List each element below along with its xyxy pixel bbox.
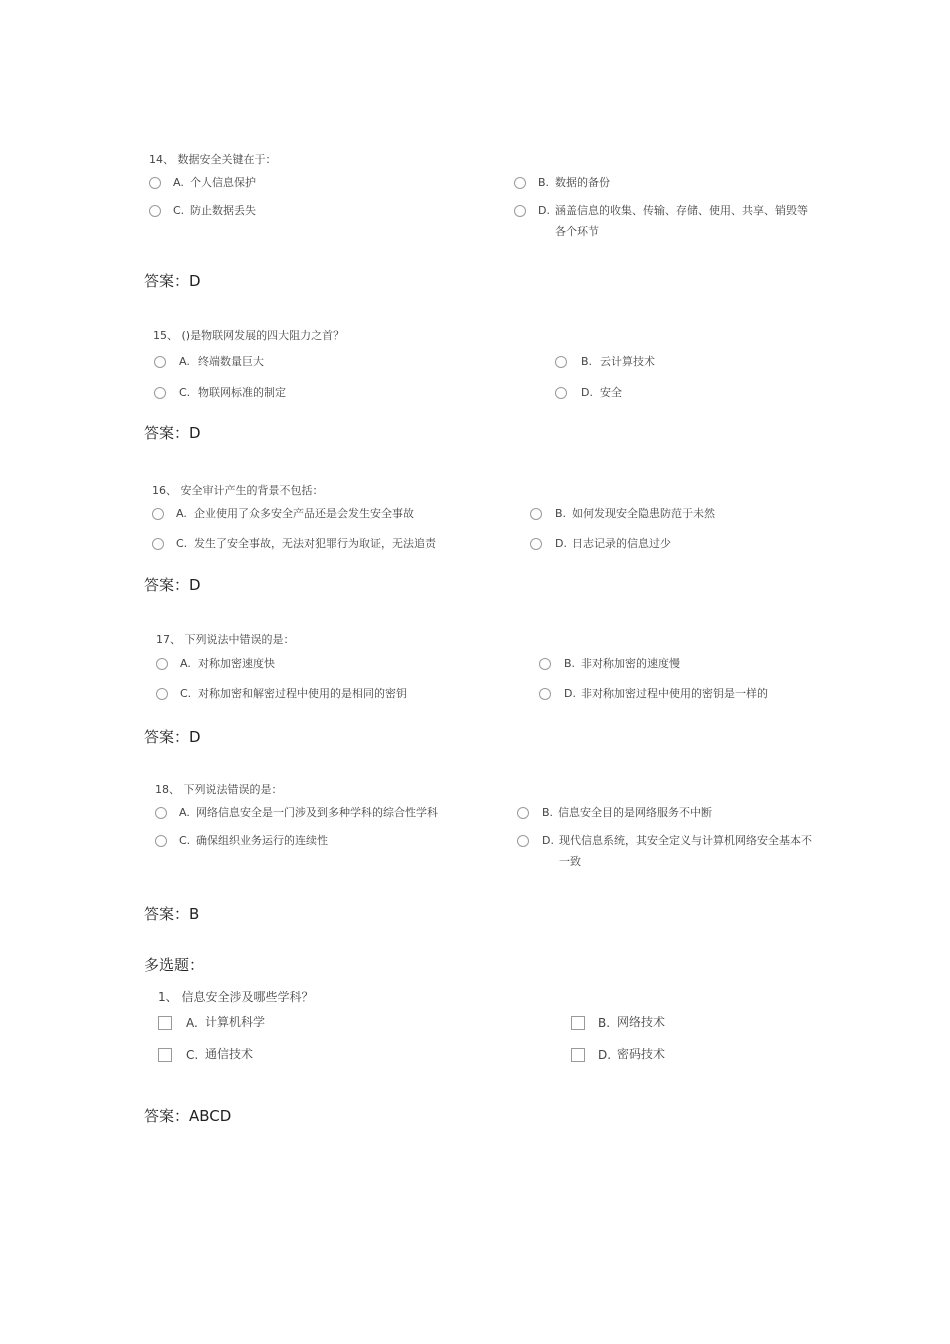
- answer-14: 答案：D: [144, 272, 201, 290]
- radio-button[interactable]: [539, 688, 551, 700]
- question-title: 1、 信息安全涉及哪些学科？: [158, 990, 314, 1004]
- answer-15: 答案：D: [144, 424, 201, 442]
- checkbox[interactable]: [571, 1048, 585, 1062]
- radio-button[interactable]: [514, 205, 526, 217]
- radio-button[interactable]: [555, 356, 567, 368]
- radio-button[interactable]: [155, 807, 167, 819]
- checkbox[interactable]: [158, 1016, 172, 1030]
- checkbox[interactable]: [571, 1016, 585, 1030]
- radio-button[interactable]: [514, 177, 526, 189]
- answer-18: 答案：B: [144, 905, 200, 923]
- radio-button[interactable]: [152, 508, 164, 520]
- answer-multi-1: 答案：ABCD: [144, 1107, 232, 1125]
- answer-16: 答案：D: [144, 576, 201, 594]
- question-title: 14、 数据安全关键在于：: [149, 153, 277, 166]
- radio-button[interactable]: [530, 508, 542, 520]
- question-title: 15、 ()是物联网发展的四大阻力之首？: [153, 329, 345, 342]
- radio-button[interactable]: [555, 387, 567, 399]
- radio-button[interactable]: [539, 658, 551, 670]
- question-title: 18、 下列说法错误的是：: [155, 783, 283, 796]
- radio-button[interactable]: [155, 835, 167, 847]
- radio-button[interactable]: [152, 538, 164, 550]
- radio-button[interactable]: [517, 835, 529, 847]
- answer-17: 答案：D: [144, 728, 201, 746]
- section-title-multi: 多选题：: [144, 956, 205, 974]
- radio-button[interactable]: [517, 807, 529, 819]
- checkbox[interactable]: [158, 1048, 172, 1062]
- question-title: 16、 安全审计产生的背景不包括：: [152, 484, 324, 497]
- question-title: 17、 下列说法中错误的是：: [156, 633, 295, 646]
- radio-button[interactable]: [149, 205, 161, 217]
- radio-button[interactable]: [156, 688, 168, 700]
- radio-button[interactable]: [154, 387, 166, 399]
- radio-button[interactable]: [156, 658, 168, 670]
- radio-button[interactable]: [154, 356, 166, 368]
- radio-button[interactable]: [149, 177, 161, 189]
- radio-button[interactable]: [530, 538, 542, 550]
